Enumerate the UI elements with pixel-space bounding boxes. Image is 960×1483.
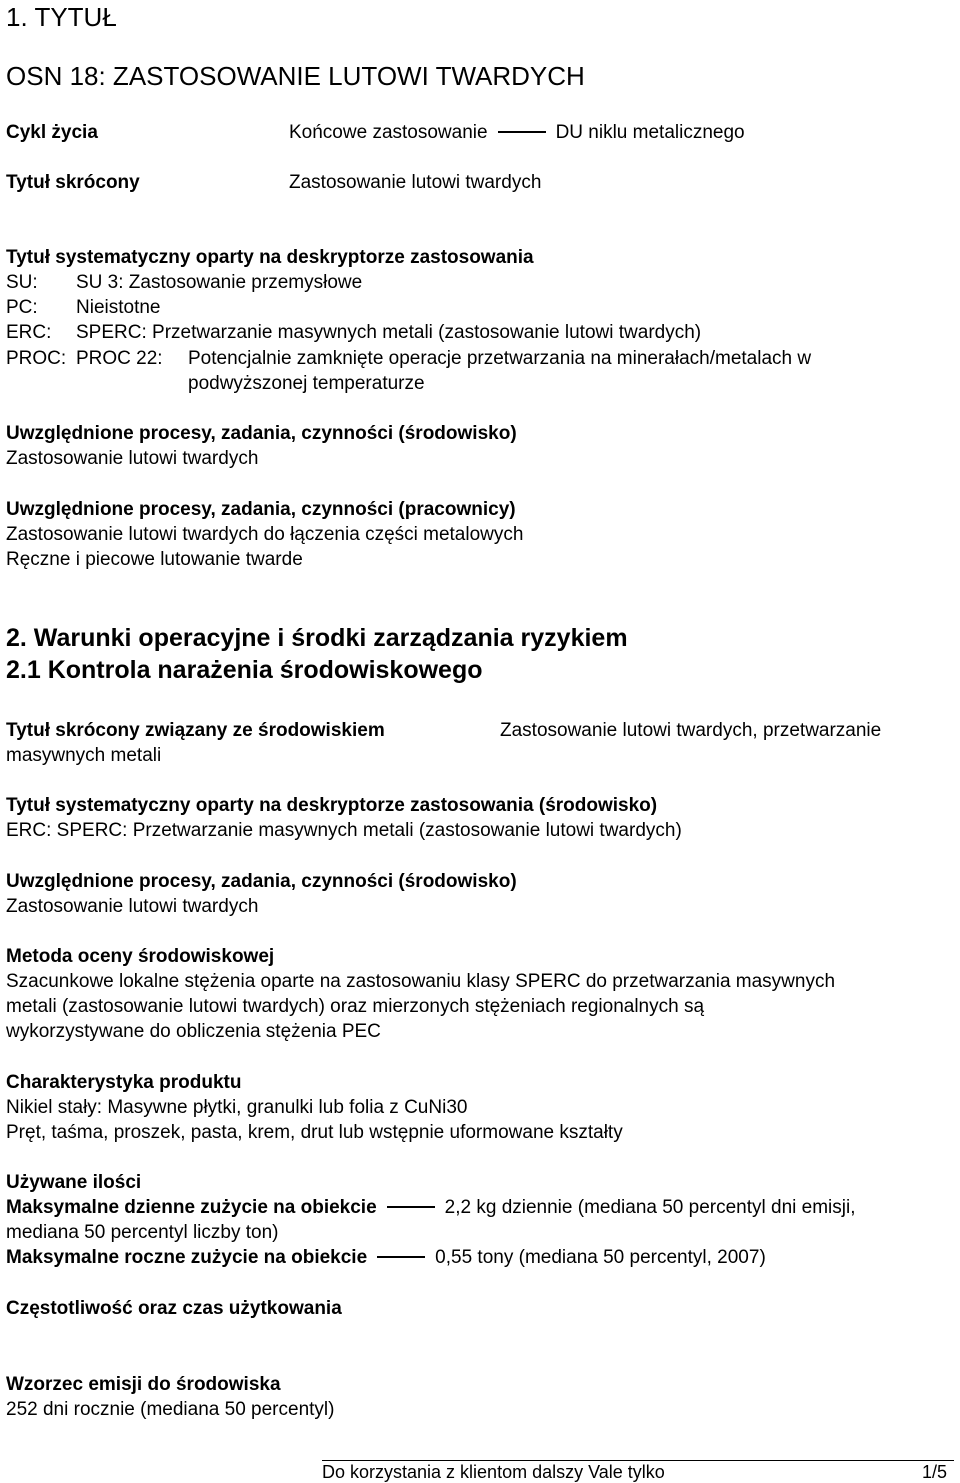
dash-separator	[498, 131, 546, 133]
footer-text: Do korzystania z klientom dalszy Vale tylko	[322, 1462, 665, 1482]
proc-value-line-1: Potencjalnie zamknięte operacje przetwarzania na minerałach/metalach w	[188, 348, 812, 369]
env-short-title-continuation: masywnych metali	[6, 745, 162, 766]
method-line-1: Szacunkowe lokalne stężenia oparte na zastosowaniu klasy SPERC do przetwarzania masywnych	[6, 971, 836, 992]
cycle-label: Cykl życia	[6, 122, 98, 143]
document-title: OSN 18: ZASTOSOWANIE LUTOWI TWARDYCH	[6, 61, 585, 91]
dash-separator	[377, 1256, 425, 1258]
pc-value: Nieistotne	[76, 297, 161, 318]
daily-usage-label: Maksymalne dzienne zużycie na obiekcie	[6, 1197, 377, 1218]
product-line-1: Nikiel stały: Masywne płytki, granulki lub folia z CuNi30	[6, 1097, 468, 1118]
systematic-heading: Tytuł systematyczny oparty na deskryptorze zastosowania	[6, 247, 534, 268]
daily-usage	[6, 1195, 856, 1220]
proc-label: PROC:	[6, 348, 67, 369]
env-short-title-label: Tytuł skrócony związany ze środowiskiem	[6, 720, 385, 741]
env-proc-value: Zastosowanie lutowi twardych	[6, 896, 259, 917]
amounts-heading: Używane ilości	[6, 1172, 142, 1193]
method-line-3: wykorzystywane do obliczenia stężenia PEC	[6, 1021, 381, 1042]
erc-label: ERC:	[6, 322, 52, 343]
annual-usage-label: Maksymalne roczne zużycie na obiekcie	[6, 1247, 368, 1268]
annual-usage	[6, 1245, 766, 1270]
section-heading: 1. TYTUŁ	[6, 2, 117, 32]
proc-value-line-2: podwyższonej temperaturze	[188, 373, 425, 394]
frequency-heading: Częstotliwość oraz czas użytkowania	[6, 1298, 342, 1319]
product-heading: Charakterystyka produktu	[6, 1072, 242, 1093]
su-label: SU:	[6, 272, 38, 293]
section-2-1-heading: 2.1 Kontrola narażenia środowiskowego	[6, 656, 483, 684]
method-heading: Metoda oceny środowiskowej	[6, 946, 275, 967]
erc-value: SPERC: Przetwarzanie masywnych metali (zastosowanie lutowi twardych)	[76, 322, 702, 343]
workers-processes-value-2: Ręczne i piecowe lutowanie twarde	[6, 549, 303, 570]
cycle-value-b: DU niklu metalicznego	[555, 122, 745, 143]
short-title-value: Zastosowanie lutowi twardych	[289, 172, 542, 193]
section-2-heading: 2. Warunki operacyjne i środki zarządzania ryzykiem	[6, 624, 628, 652]
pc-label: PC:	[6, 297, 38, 318]
daily-usage-value: 2,2 kg dziennie (mediana 50 percentyl dni emisji,	[444, 1197, 856, 1218]
env-processes-heading: Uwzględnione procesy, zadania, czynności (środowisko)	[6, 423, 517, 444]
cycle-value	[289, 120, 745, 145]
pattern-value: 252 dni rocznie (mediana 50 percentyl)	[6, 1399, 335, 1420]
dash-separator	[387, 1206, 435, 1208]
proc-code: PROC 22:	[76, 348, 163, 369]
method-line-2: metali (zastosowanie lutowi twardych) oraz mierzonych stężeniach regionalnych są	[6, 996, 705, 1017]
workers-processes-heading: Uwzględnione procesy, zadania, czynności (pracownicy)	[6, 499, 516, 520]
daily-usage-continuation: mediana 50 percentyl liczby ton)	[6, 1222, 279, 1243]
sys-env-value: ERC: SPERC: Przetwarzanie masywnych metali (zastosowanie lutowi twardych)	[6, 820, 682, 841]
env-processes-value: Zastosowanie lutowi twardych	[6, 448, 259, 469]
workers-processes-value-1: Zastosowanie lutowi twardych do łączenia części metalowych	[6, 524, 524, 545]
env-short-title-value: Zastosowanie lutowi twardych, przetwarzanie	[500, 720, 882, 741]
cycle-value-a: Końcowe zastosowanie	[289, 122, 488, 143]
product-line-2: Pręt, taśma, proszek, pasta, krem, drut lub wstępnie uformowane kształty	[6, 1122, 623, 1143]
short-title-label: Tytuł skrócony	[6, 172, 140, 193]
annual-usage-value: 0,55 tony (mediana 50 percentyl, 2007)	[435, 1247, 766, 1268]
sys-env-heading: Tytuł systematyczny oparty na deskryptorze zastosowania (środowisko)	[6, 795, 658, 816]
page-number: 1/5	[922, 1462, 948, 1482]
env-proc-heading: Uwzględnione procesy, zadania, czynności (środowisko)	[6, 871, 517, 892]
pattern-heading: Wzorzec emisji do środowiska	[6, 1374, 281, 1395]
su-value: SU 3: Zastosowanie przemysłowe	[76, 272, 363, 293]
